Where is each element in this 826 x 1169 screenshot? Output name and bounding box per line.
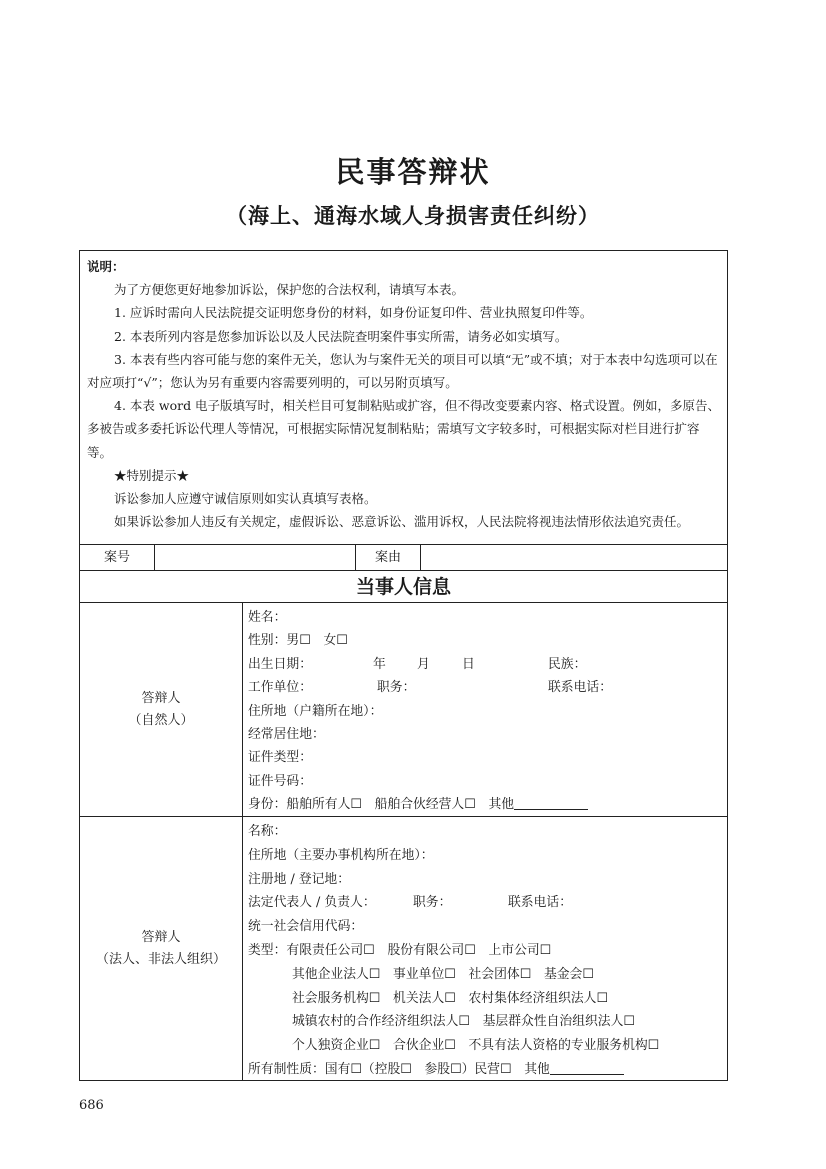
legal-entity-type-label: （法人、非法人组织） [95, 952, 226, 967]
instruction-line: 2. 本表所列内容是您参加诉讼以及人民法院查明案件事实所需，请务必如实填写。 [114, 328, 568, 344]
name-field[interactable]: 姓名： [248, 610, 287, 625]
registration-field[interactable]: 注册地 / 登记地： [248, 871, 351, 887]
case-number-label: 案号 [80, 545, 155, 571]
natural-person-section [80, 603, 727, 817]
legal-entity-fields [248, 820, 723, 1082]
legal-entity-section [80, 817, 727, 1081]
credit-code-field[interactable]: 统一社会信用代码： [248, 919, 364, 935]
representative-field[interactable]: 法定代表人 / 负责人： [248, 895, 376, 911]
entity-type-row[interactable]: 其他企业法人☐ 事业单位☐ 社会团体☐ 基金会☐ [292, 966, 594, 982]
respondent-label: 答辩人 [141, 690, 181, 706]
phone-field[interactable]: 联系电话： [548, 680, 612, 696]
entity-type-row[interactable]: 社会服务机构☐ 机关法人☐ 农村集体经济组织法人☐ [292, 990, 608, 1006]
representative-phone-field[interactable]: 联系电话： [508, 895, 572, 911]
instructions-heading: 说明： [87, 259, 125, 274]
ownership-row [248, 1058, 723, 1082]
instruction-line: 如果诉讼参加人违反有关规定，虚假诉讼、恶意诉讼、滥用诉权，人民法院将视违法情形依法追究责任。 [114, 514, 690, 530]
legal-entity-label-cell [80, 817, 243, 1081]
birth-date-label[interactable]: 出生日期： [248, 656, 312, 672]
representative-position-field[interactable]: 职务： [413, 895, 452, 911]
case-cause-field[interactable] [421, 545, 727, 571]
birth-year-label: 年 [373, 656, 386, 672]
instruction-line: 诉讼参加人应遵守诚信原则如实认真填写表格。 [114, 491, 377, 507]
birth-ethnicity-row [248, 653, 723, 676]
entity-name-field[interactable]: 名称： [248, 824, 287, 839]
representative-row [248, 891, 723, 915]
identity-other-blank[interactable] [514, 795, 588, 810]
id-number-field[interactable]: 证件号码： [248, 773, 312, 789]
identity-row [248, 793, 723, 816]
employment-row [248, 676, 723, 699]
entity-type-row[interactable]: 城镇农村的合作经济组织法人☐ 基层群众性自治组织法人☐ [292, 1014, 635, 1030]
page-number: 686 [79, 1098, 104, 1113]
entity-domicile-field[interactable]: 住所地（主要办事机构所在地）： [248, 847, 434, 863]
instruction-line: 1. 应诉时需向人民法院提交证明您身份的材料，如身份证复印件、营业执照复印件等。 [114, 305, 593, 321]
employer-field[interactable]: 工作单位： [248, 680, 312, 696]
entity-type-row[interactable]: 类型：有限责任公司☐ 股份有限公司☐ 上市公司☐ [248, 942, 552, 958]
ethnicity-field[interactable]: 民族： [548, 656, 587, 672]
case-number-field[interactable] [155, 545, 356, 571]
respondent-label: 答辩人 [141, 930, 181, 945]
natural-person-fields [248, 606, 723, 817]
instruction-line: 3. 本表有些内容可能与您的案件无关，您认为与案件无关的项目可以填“无”或不填；对于本表中勾选项可以在对应项打“√”；您认为另有重要内容需要列明的，可以另附页填写。 [87, 351, 718, 391]
instruction-line: 为了方便您更好地参加诉讼，保护您的合法权利，请填写本表。 [114, 282, 465, 298]
birth-month-label: 月 [417, 656, 430, 672]
case-info-row [80, 545, 727, 571]
entity-type-row[interactable]: 个人独资企业☐ 合伙企业☐ 不具有法人资格的专业服务机构☐ [292, 1038, 660, 1054]
case-cause-label: 案由 [356, 545, 421, 571]
answer-form-table [79, 250, 728, 1081]
document-subtitle: （海上、通海水域人身损害责任纠纷） [226, 203, 600, 228]
document-title: 民事答辩状 [335, 155, 491, 189]
natural-person-label-cell [80, 603, 243, 816]
special-notice-heading: ★特别提示★ [114, 467, 190, 483]
residence-field[interactable]: 经常居住地： [248, 726, 325, 742]
position-field[interactable]: 职务： [377, 680, 416, 696]
domicile-field[interactable]: 住所地（户籍所在地）： [248, 703, 383, 719]
party-info-heading: 当事人信息 [80, 571, 727, 603]
ownership-options[interactable]: 所有制性质：国有☐（控股☐ 参股☐）民营☐ 其他 [248, 1061, 550, 1077]
instructions-section [80, 251, 727, 545]
identity-options[interactable]: 身份：船舶所有人☐ 船舶合伙经营人☐ 其他 [248, 797, 515, 813]
gender-field[interactable]: 性别：男☐ 女☐ [248, 633, 348, 649]
ownership-other-blank[interactable] [550, 1060, 624, 1075]
instruction-line: 4. 本表 word 电子版填写时，相关栏目可复制粘贴或扩容，但不得改变要素内容、格式设置。例如，多原告、多被告或多委托诉讼代理人等情况，可根据实际情况复制粘贴；需填写文字较多时，可根据实际对栏目进行扩容等。 [87, 398, 721, 460]
natural-person-type-label: （自然人） [128, 712, 194, 728]
id-type-field[interactable]: 证件类型： [248, 750, 312, 766]
birth-day-label: 日 [462, 656, 475, 672]
